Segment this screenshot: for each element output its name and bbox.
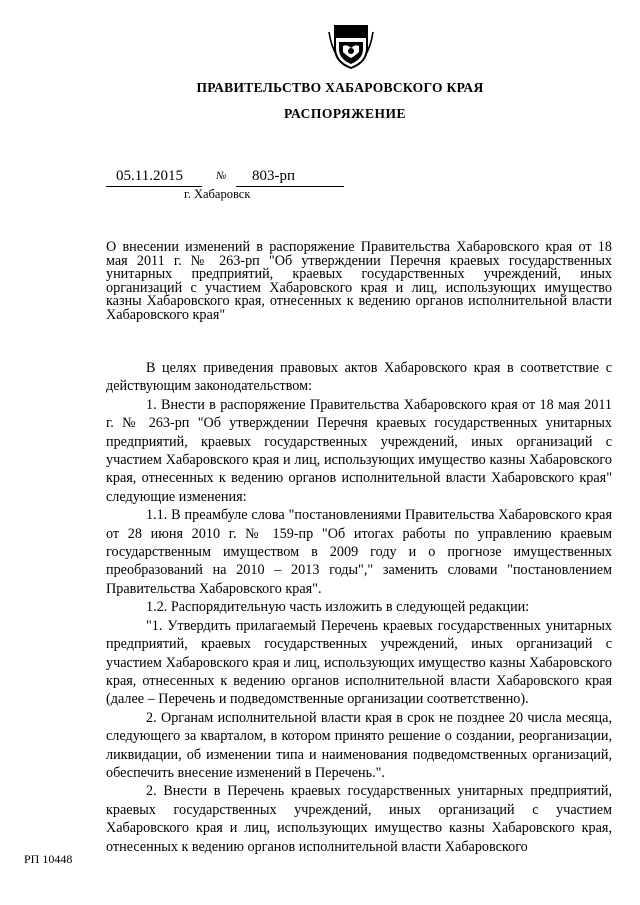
paragraph: "1. Утвердить прилагаемый Перечень краевых государственных унитарных предприятий, краевых государственных учреждений, иных организаций с участием Хабаровского края и лиц, использующих имущество казны Хабаровского края, отнесенных к ведению органов исполнительной власти Хабаровского края (далее – Перечень и подведомственные организации соответственно).: [106, 617, 612, 708]
paragraph: 1.2. Распорядительную часть изложить в следующей редакции:: [146, 599, 530, 616]
paragraph: 2. Органам исполнительной власти края в срок не позднее 20 числа месяца, следующего за кварталом, в котором принято решение о создании, реорганизации, ликвидации, об изменении типа и наименования подведомственных организаций, обеспечить внесение изменений в Перечень.".: [106, 709, 612, 781]
paragraph: 1. Внести в распоряжение Правительства Хабаровского края от 18 мая 2011 г. № 263-рп "Об утверждении Перечня краевых государственных унитарных предприятий, краевых государственных учреждений, иных организаций с участием Хабаровского края и лиц, использующих имущество казны Хабаровского края, отнесенных к ведению органов исполнительной власти Хабаровского края" следующие изменения:: [106, 396, 612, 505]
paragraph: 2. Внести в Перечень краевых государственных унитарных предприятий, краевых государственных учреждений, иных организаций с участием Хабаровского края и лиц, использующих имущество казны Хабаровского края, отнесенных к ведению органов исполнительной власти Хабаровского: [106, 783, 612, 855]
document-number: 803-рп: [236, 168, 344, 187]
document-type: РАСПОРЯЖЕНИЕ: [283, 106, 407, 121]
number-sign: №: [216, 170, 227, 182]
paragraph: 1.1. В преамбуле слова "постановлениями Правительства Хабаровского края от 28 июня 2010 г. № 159-пр "Об итогах работы по управлению краевым государственным имуществом в 2009 году и о прогнозе имущественных преобразований на 2010 – 2013 годы"," заменить словами "постановлением Правительства Хабаровского края".: [106, 507, 612, 597]
coat-of-arms-icon: [325, 22, 377, 70]
paragraph: В целях приведения правовых актов Хабаровского края в соответствие с действующим законодательством:: [106, 360, 612, 395]
document-date: 05.11.2015: [106, 168, 202, 187]
document-body: [106, 359, 612, 856]
document-city: г. Хабаровск: [184, 187, 251, 201]
government-name: ПРАВИТЕЛЬСТВО ХАБАРОВСКОГО КРАЯ: [196, 80, 484, 95]
footer-document-code: РП 10448: [24, 852, 73, 866]
document-subject: О внесении изменений в распоряжение Правительства Хабаровского края от 18 мая 2011 г. № 263-рп "Об утверждении Перечня краевых государственных унитарных предприятий, краевых государственных учреждений, иных организаций с участием Хабаровского края и лиц, использующих имущество казны Хабаровского края, отнесенных к ведению органов исполнительной власти Хабаровского края": [106, 239, 612, 323]
